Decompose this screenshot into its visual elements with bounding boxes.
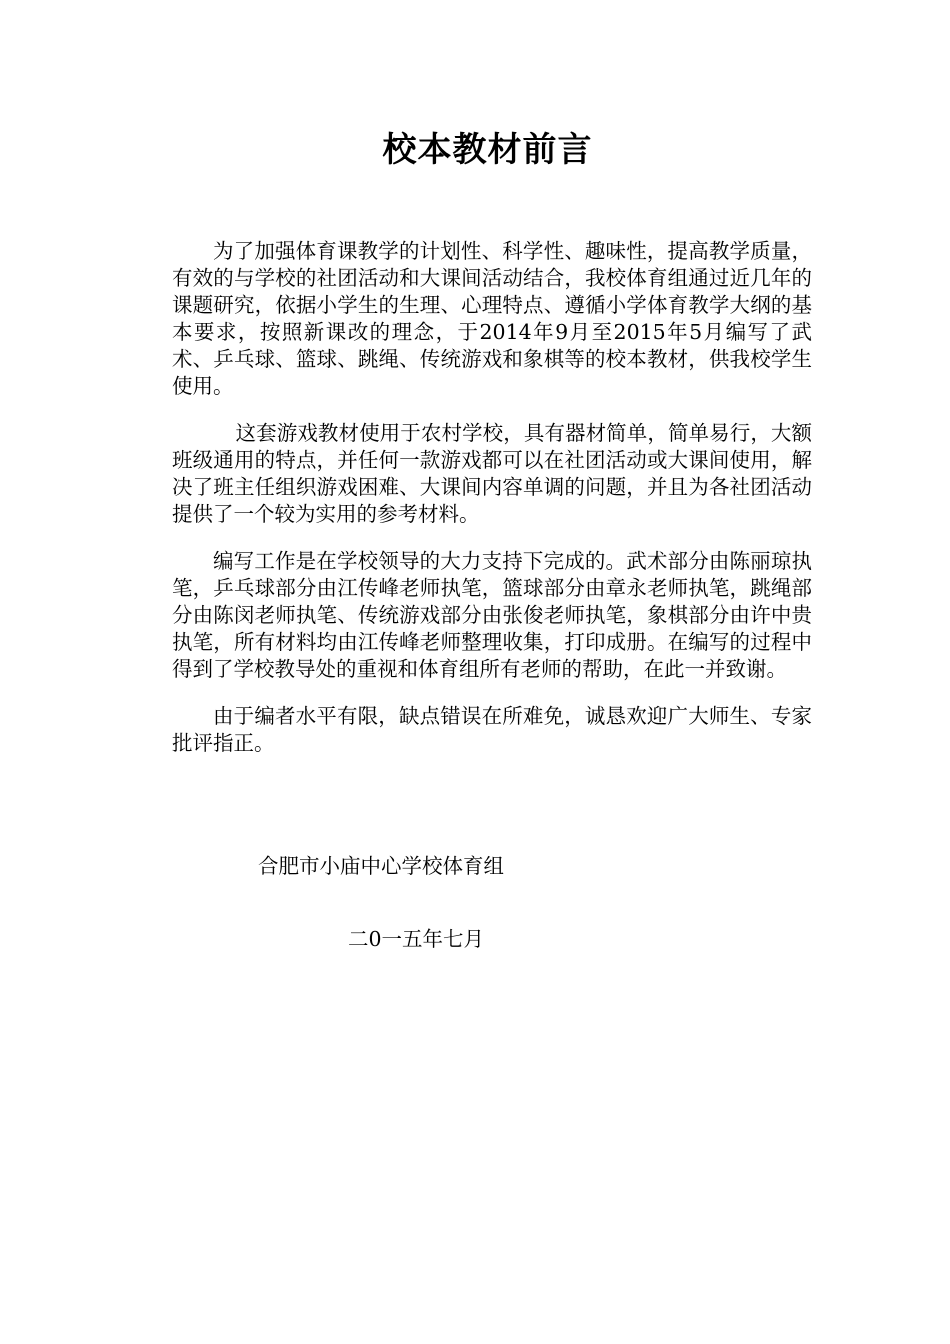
paragraph-1: 为了加强体育课教学的计划性、科学性、趣味性，提高教学质量，有效的与学校的社团活动和大课间活动结合，我校体育组通过近几年的课题研究，依据小学生的生理、心理特点、遵循小学体育教学大纲的基本要求，按照新课改的理念，于2014年9月至2015年5月编写了武术、乒乓球、篮球、跳绳、传统游戏和象棋等的校本教材，供我校学生使用。 [172,239,812,398]
document-date: 二0一五年七月 [348,927,485,951]
paragraph-3: 编写工作是在学校领导的大力支持下完成的。武术部分由陈丽琼执笔，乒乓球部分由江传峰老师执笔，篮球部分由章永老师执笔，跳绳部分由陈闵老师执笔、传统游戏部分由张俊老师执笔，象棋部分由许中贵执笔，所有材料均由江传峰老师整理收集，打印成册。在编写的过程中得到了学校教导处的重视和体育组所有老师的帮助，在此一并致谢。 [172,549,812,681]
paragraph-4: 由于编者水平有限，缺点错误在所难免，诚恳欢迎广大师生、专家批评指正。 [172,704,812,755]
document-body [172,238,812,777]
document-title: 校本教材前言 [382,130,593,170]
signature: 合肥市小庙中心学校体育组 [258,854,504,878]
paragraph-2: 这套游戏教材使用于农村学校，具有器材简单，简单易行，大额班级通用的特点，并任何一款游戏都可以在社团活动或大课间使用，解决了班主任组织游戏困难、大课间内容单调的问题，并且为各社团活动提供了一个较为实用的参考材料。 [172,421,812,526]
